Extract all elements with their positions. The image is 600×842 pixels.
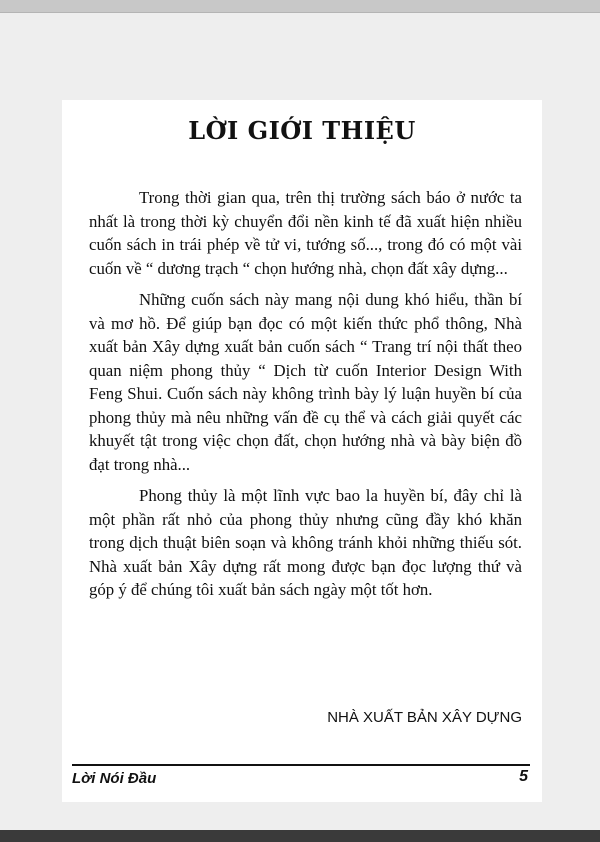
publisher-signature: NHÀ XUẤT BẢN XÂY DỰNG <box>327 709 522 726</box>
body-text <box>89 186 522 610</box>
top-edge-bar <box>0 0 600 13</box>
footer-divider <box>72 764 530 766</box>
footer-section-title: Lời Nói Đầu <box>72 770 157 787</box>
paragraph-1: Trong thời gian qua, trên thị trường sách báo ở nước ta nhất là trong thời kỳ chuyển đổi nền kinh tế đã xuất hiện nhiều cuốn sách in trái phép về tử vi, tướng số..., trong đó có một vài cuốn về “ dương trạch “ chọn hướng nhà, chọn đất xây dựng... <box>89 188 522 278</box>
paragraph-3: Phong thủy là một lĩnh vực bao la huyền bí, đây chỉ là một phần rất nhỏ của phong thủy nhưng cũng đầy khó khăn trong dịch thuật biên soạn và không tránh khỏi những thiếu sót. Nhà xuất bản Xây dựng rất mong được bạn đọc lượng thứ và góp ý để chúng tôi xuất bản sách ngày một tốt hơn. <box>89 486 522 599</box>
page-number: 5 <box>519 768 528 785</box>
book-page <box>62 100 542 802</box>
bottom-edge-bar <box>0 830 600 842</box>
paragraph-2: Những cuốn sách này mang nội dung khó hiểu, thần bí và mơ hồ. Để giúp bạn đọc có một kiến thức phổ thông, Nhà xuất bản Xây dựng xuất bản cuốn sách “ Trang trí nội thất theo quan niệm phong thủy “ Dịch từ cuốn Interior Design With Feng Shui. Cuốn sách này không trình bày lý luận huyền bí của phong thủy mà nêu những vấn đề cụ thể và cách giải quyết các khuyết tật trong việc chọn đất, chọn hướng nhà và bày biện đồ đạt trong nhà... <box>89 290 522 474</box>
page-title: LỜI GIỚI THIỆU <box>188 116 416 145</box>
